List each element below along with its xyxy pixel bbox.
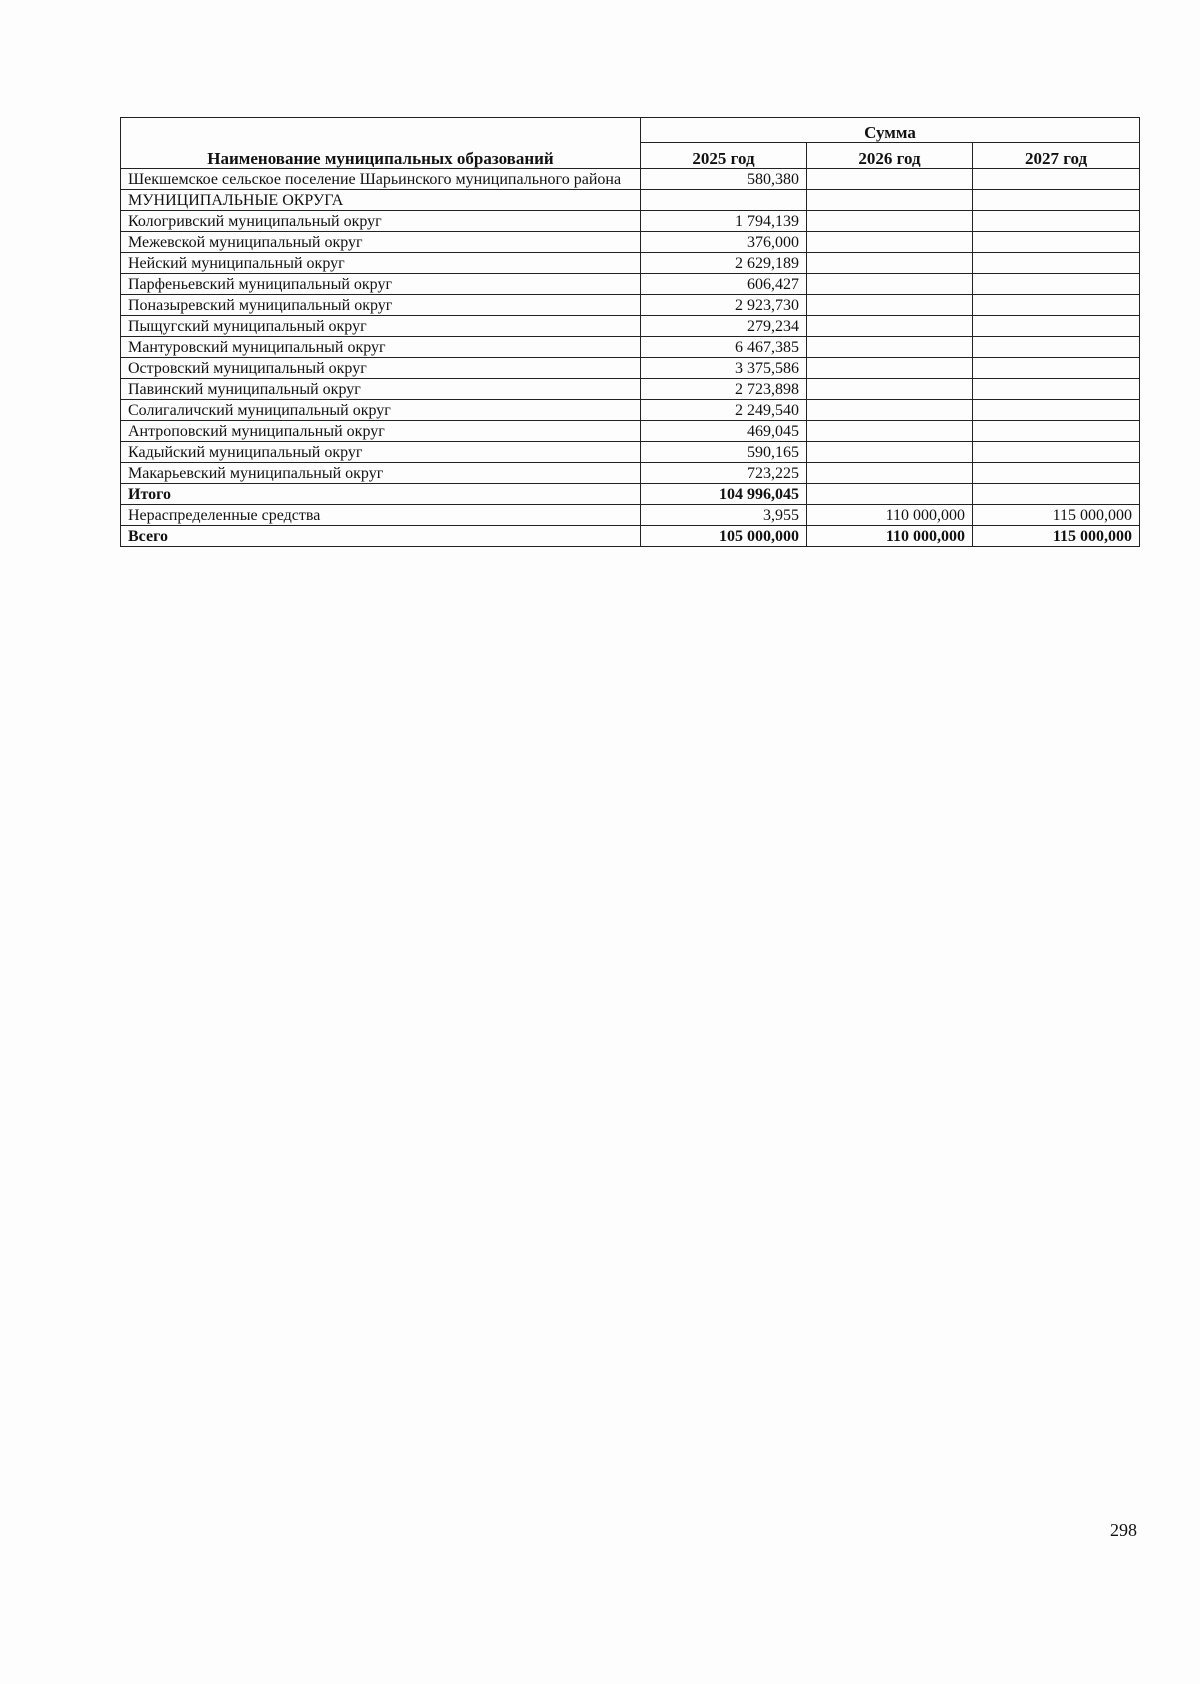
value-2025-cell: 3,955 — [641, 505, 807, 526]
table-row — [121, 316, 1140, 337]
table-row — [121, 190, 1140, 211]
value-2027-cell: 115 000,000 — [973, 505, 1140, 526]
value-2025-cell — [641, 190, 807, 211]
table-row — [121, 295, 1140, 316]
value-2025-cell: 2 923,730 — [641, 295, 807, 316]
table-row — [121, 463, 1140, 484]
table-row — [121, 400, 1140, 421]
value-2027-cell — [973, 379, 1140, 400]
value-2025-cell: 2 249,540 — [641, 400, 807, 421]
row-name-cell: МУНИЦИПАЛЬНЫЕ ОКРУГА — [121, 190, 641, 211]
row-name-cell: Павинский муниципальный округ — [121, 379, 641, 400]
value-2025-cell: 3 375,586 — [641, 358, 807, 379]
value-2025-cell: 104 996,045 — [641, 484, 807, 505]
value-2027-cell — [973, 442, 1140, 463]
value-2027-cell — [973, 484, 1140, 505]
row-name-cell: Макарьевский муниципальный округ — [121, 463, 641, 484]
value-2027-cell — [973, 169, 1140, 190]
value-2025-cell: 590,165 — [641, 442, 807, 463]
row-name-cell: Нераспределенные средства — [121, 505, 641, 526]
table-row — [121, 379, 1140, 400]
value-2027-cell: 115 000,000 — [973, 526, 1140, 547]
column-header-name: Наименование муниципальных образований — [121, 118, 641, 169]
value-2027-cell — [973, 337, 1140, 358]
value-2027-cell — [973, 295, 1140, 316]
table-header — [121, 118, 1140, 169]
value-2026-cell: 110 000,000 — [807, 505, 973, 526]
value-2026-cell — [807, 379, 973, 400]
value-2026-cell: 110 000,000 — [807, 526, 973, 547]
row-name-cell: Шекшемское сельское поселение Шарьинского муниципального района — [121, 169, 641, 190]
row-name-cell: Мантуровский муниципальный округ — [121, 337, 641, 358]
value-2025-cell: 1 794,139 — [641, 211, 807, 232]
budget-table — [120, 117, 1140, 547]
table-row — [121, 274, 1140, 295]
table-row — [121, 358, 1140, 379]
column-group-sum: Сумма — [641, 118, 1140, 143]
row-name-cell: Итого — [121, 484, 641, 505]
table-row — [121, 169, 1140, 190]
value-2026-cell — [807, 358, 973, 379]
table-row — [121, 421, 1140, 442]
table-row — [121, 253, 1140, 274]
column-header-2027: 2027 год — [973, 142, 1140, 168]
value-2026-cell — [807, 211, 973, 232]
value-2027-cell — [973, 358, 1140, 379]
table-row — [121, 442, 1140, 463]
value-2026-cell — [807, 190, 973, 211]
value-2027-cell — [973, 211, 1140, 232]
table-row — [121, 526, 1140, 547]
row-name-cell: Солигаличский муниципальный округ — [121, 400, 641, 421]
row-name-cell: Антроповский муниципальный округ — [121, 421, 641, 442]
row-name-cell: Кологривский муниципальный округ — [121, 211, 641, 232]
value-2025-cell: 105 000,000 — [641, 526, 807, 547]
page-number: 298 — [1110, 1520, 1137, 1540]
row-name-cell: Островский муниципальный округ — [121, 358, 641, 379]
row-name-cell: Парфеньевский муниципальный округ — [121, 274, 641, 295]
table-row — [121, 484, 1140, 505]
table-row — [121, 232, 1140, 253]
table-body — [121, 169, 1140, 547]
row-name-cell: Кадыйский муниципальный округ — [121, 442, 641, 463]
value-2027-cell — [973, 232, 1140, 253]
value-2026-cell — [807, 337, 973, 358]
row-name-cell: Нейский муниципальный округ — [121, 253, 641, 274]
value-2026-cell — [807, 400, 973, 421]
row-name-cell: Межевской муниципальный округ — [121, 232, 641, 253]
value-2026-cell — [807, 169, 973, 190]
row-name-cell: Поназыревский муниципальный округ — [121, 295, 641, 316]
value-2026-cell — [807, 484, 973, 505]
value-2026-cell — [807, 295, 973, 316]
row-name-cell: Пыщугский муниципальный округ — [121, 316, 641, 337]
value-2027-cell — [973, 463, 1140, 484]
table-row — [121, 505, 1140, 526]
value-2027-cell — [973, 400, 1140, 421]
value-2026-cell — [807, 232, 973, 253]
column-header-2025: 2025 год — [641, 142, 807, 168]
column-header-2026: 2026 год — [807, 142, 973, 168]
value-2027-cell — [973, 190, 1140, 211]
value-2026-cell — [807, 463, 973, 484]
value-2027-cell — [973, 316, 1140, 337]
table-row — [121, 211, 1140, 232]
value-2027-cell — [973, 421, 1140, 442]
value-2025-cell: 376,000 — [641, 232, 807, 253]
value-2025-cell: 2 723,898 — [641, 379, 807, 400]
value-2027-cell — [973, 274, 1140, 295]
value-2025-cell: 6 467,385 — [641, 337, 807, 358]
value-2025-cell: 2 629,189 — [641, 253, 807, 274]
value-2025-cell: 580,380 — [641, 169, 807, 190]
value-2025-cell: 279,234 — [641, 316, 807, 337]
value-2025-cell: 469,045 — [641, 421, 807, 442]
value-2026-cell — [807, 316, 973, 337]
value-2025-cell: 723,225 — [641, 463, 807, 484]
row-name-cell: Всего — [121, 526, 641, 547]
value-2026-cell — [807, 274, 973, 295]
value-2027-cell — [973, 253, 1140, 274]
table-row — [121, 337, 1140, 358]
value-2026-cell — [807, 253, 973, 274]
value-2026-cell — [807, 442, 973, 463]
value-2025-cell: 606,427 — [641, 274, 807, 295]
value-2026-cell — [807, 421, 973, 442]
